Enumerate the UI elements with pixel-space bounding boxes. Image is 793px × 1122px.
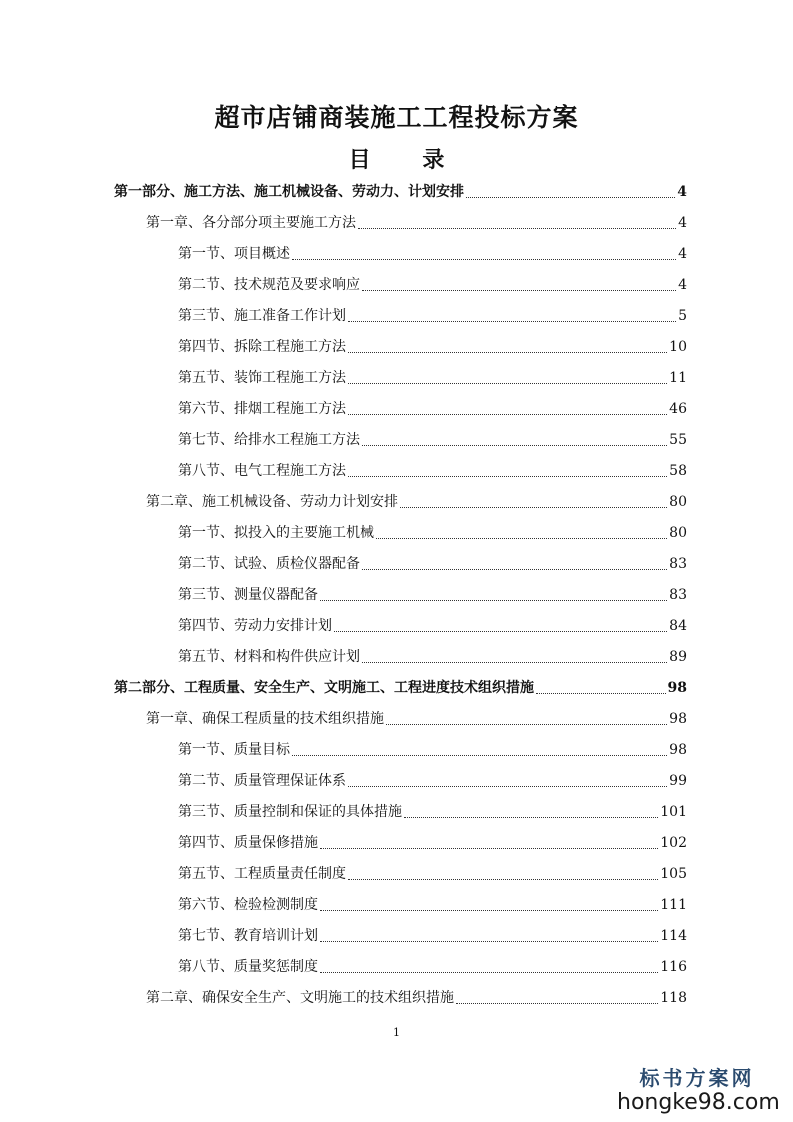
- toc-entry-page: 83: [669, 587, 687, 603]
- toc-entry-page: 55: [669, 432, 687, 448]
- toc-entry-page: 4: [678, 215, 687, 231]
- toc-entry-page: 99: [669, 773, 687, 789]
- toc-leader-dots: [466, 197, 675, 198]
- toc-entry[interactable]: [178, 801, 687, 825]
- document-title: 超市店铺商装施工工程投标方案: [214, 103, 579, 132]
- toc-entry-label: 第三节、测量仪器配备: [178, 587, 318, 603]
- toc-entry-label: 第一节、质量目标: [178, 742, 290, 758]
- toc-entry[interactable]: [178, 615, 687, 639]
- toc-leader-dots: [358, 228, 676, 229]
- toc-entry[interactable]: [178, 925, 687, 949]
- toc-entry-label: 第五节、材料和构件供应计划: [178, 649, 360, 665]
- toc-entry-label: 第一节、拟投入的主要施工机械: [178, 525, 374, 541]
- toc-leader-dots: [348, 321, 676, 322]
- toc-leader-dots: [348, 476, 667, 477]
- toc-leader-dots: [400, 507, 667, 508]
- toc-entry-page: 10: [669, 339, 687, 355]
- toc-entry-page: 11: [669, 370, 687, 386]
- toc-leader-dots: [362, 662, 667, 663]
- toc-entry[interactable]: [178, 522, 687, 546]
- toc-entry-page: 98: [669, 742, 687, 758]
- toc-leader-dots: [348, 414, 667, 415]
- toc-entry[interactable]: [178, 305, 687, 329]
- toc-entry-page: 4: [678, 246, 687, 262]
- toc-entry-page: 80: [669, 525, 687, 541]
- toc-entry[interactable]: [178, 832, 687, 856]
- toc-entry-label: 第四节、质量保修措施: [178, 835, 318, 851]
- toc-entry[interactable]: [146, 987, 687, 1011]
- toc-entry-label: 第八节、电气工程施工方法: [178, 463, 346, 479]
- toc-leader-dots: [456, 1003, 658, 1004]
- toc-leader-dots: [362, 290, 676, 291]
- toc-leader-dots: [386, 724, 667, 725]
- toc-entry-page: 116: [660, 959, 687, 975]
- toc-entry-page: 98: [669, 711, 687, 727]
- toc-entry-label: 第八节、质量奖惩制度: [178, 959, 318, 975]
- watermark-logo: [617, 1066, 780, 1116]
- toc-entry-label: 第一章、确保工程质量的技术组织措施: [146, 711, 384, 727]
- toc-leader-dots: [292, 755, 667, 756]
- toc-leader-dots: [536, 693, 666, 694]
- toc-entry[interactable]: [178, 956, 687, 980]
- toc-entry-label: 第六节、排烟工程施工方法: [178, 401, 346, 417]
- toc-heading: 目 录: [348, 147, 467, 173]
- toc-entry-page: 102: [660, 835, 687, 851]
- toc-entry[interactable]: [178, 274, 687, 298]
- toc-entry[interactable]: [178, 367, 687, 391]
- toc-entry[interactable]: [146, 708, 687, 732]
- toc-entry-page: 58: [669, 463, 687, 479]
- toc-entry-label: 第五节、装饰工程施工方法: [178, 370, 346, 386]
- toc-entry-page: 98: [667, 680, 687, 696]
- page-number: 1: [393, 1026, 400, 1039]
- toc-entry-label: 第四节、劳动力安排计划: [178, 618, 332, 634]
- toc-entry-label: 第一部分、施工方法、施工机械设备、劳动力、计划安排: [114, 184, 464, 200]
- toc-entry-label: 第二章、施工机械设备、劳动力计划安排: [146, 494, 398, 510]
- toc-entry[interactable]: [114, 181, 687, 205]
- toc-entry-page: 101: [660, 804, 687, 820]
- toc-entry-label: 第七节、给排水工程施工方法: [178, 432, 360, 448]
- toc-entry-label: 第一章、各分部分项主要施工方法: [146, 215, 356, 231]
- toc-leader-dots: [404, 817, 658, 818]
- toc-entry[interactable]: [146, 491, 687, 515]
- watermark-url: hongke98.com: [617, 1090, 780, 1115]
- toc-leader-dots: [320, 941, 658, 942]
- toc-leader-dots: [348, 352, 667, 353]
- toc-entry-label: 第二节、质量管理保证体系: [178, 773, 346, 789]
- toc-entry[interactable]: [178, 429, 687, 453]
- toc-entry-page: 114: [660, 928, 687, 944]
- toc-entry-label: 第六节、检验检测制度: [178, 897, 318, 913]
- toc-entry-page: 84: [669, 618, 687, 634]
- toc-entry-label: 第七节、教育培训计划: [178, 928, 318, 944]
- toc-entry-label: 第五节、工程质量责任制度: [178, 866, 346, 882]
- toc-entry-page: 4: [678, 277, 687, 293]
- toc-leader-dots: [376, 538, 667, 539]
- toc-entry[interactable]: [178, 739, 687, 763]
- toc-entry[interactable]: [178, 770, 687, 794]
- toc-entry[interactable]: [178, 243, 687, 267]
- toc-entry-label: 第二节、技术规范及要求响应: [178, 277, 360, 293]
- toc-entry-label: 第二章、确保安全生产、文明施工的技术组织措施: [146, 990, 454, 1006]
- toc-entry-label: 第三节、施工准备工作计划: [178, 308, 346, 324]
- toc-leader-dots: [348, 786, 667, 787]
- toc-entry[interactable]: [178, 553, 687, 577]
- watermark-chinese: 标书方案网: [639, 1066, 755, 1090]
- toc-leader-dots: [362, 569, 667, 570]
- toc-entry-label: 第二节、试验、质检仪器配备: [178, 556, 360, 572]
- toc-leader-dots: [362, 445, 667, 446]
- toc-entry-page: 46: [669, 401, 687, 417]
- toc-entry-page: 5: [678, 308, 687, 324]
- toc-entry-label: 第四节、拆除工程施工方法: [178, 339, 346, 355]
- toc-entry[interactable]: [114, 677, 687, 701]
- toc-entry-label: 第三节、质量控制和保证的具体措施: [178, 804, 402, 820]
- toc-entry-page: 80: [669, 494, 687, 510]
- toc-leader-dots: [292, 259, 676, 260]
- toc-leader-dots: [320, 972, 658, 973]
- toc-leader-dots: [334, 631, 667, 632]
- toc-entry-page: 4: [677, 184, 687, 200]
- toc-entry[interactable]: [146, 212, 687, 236]
- toc-entry[interactable]: [178, 460, 687, 484]
- toc-entry-page: 105: [660, 866, 687, 882]
- toc-entry[interactable]: [178, 894, 687, 918]
- toc-entry-label: 第二部分、工程质量、安全生产、文明施工、工程进度技术组织措施: [114, 680, 534, 696]
- toc-entry[interactable]: [178, 398, 687, 422]
- toc-leader-dots: [320, 600, 667, 601]
- toc-entry[interactable]: [178, 584, 687, 608]
- toc-entry-page: 89: [669, 649, 687, 665]
- toc-leader-dots: [320, 910, 658, 911]
- toc-entry-page: 111: [660, 897, 687, 913]
- toc-entry[interactable]: [178, 336, 687, 360]
- toc-entry[interactable]: [178, 646, 687, 670]
- toc-leader-dots: [348, 879, 658, 880]
- toc-entry-label: 第一节、项目概述: [178, 246, 290, 262]
- toc-entry-page: 83: [669, 556, 687, 572]
- toc-leader-dots: [348, 383, 667, 384]
- toc-entry-page: 118: [660, 990, 687, 1006]
- toc-entry[interactable]: [178, 863, 687, 887]
- toc-leader-dots: [320, 848, 658, 849]
